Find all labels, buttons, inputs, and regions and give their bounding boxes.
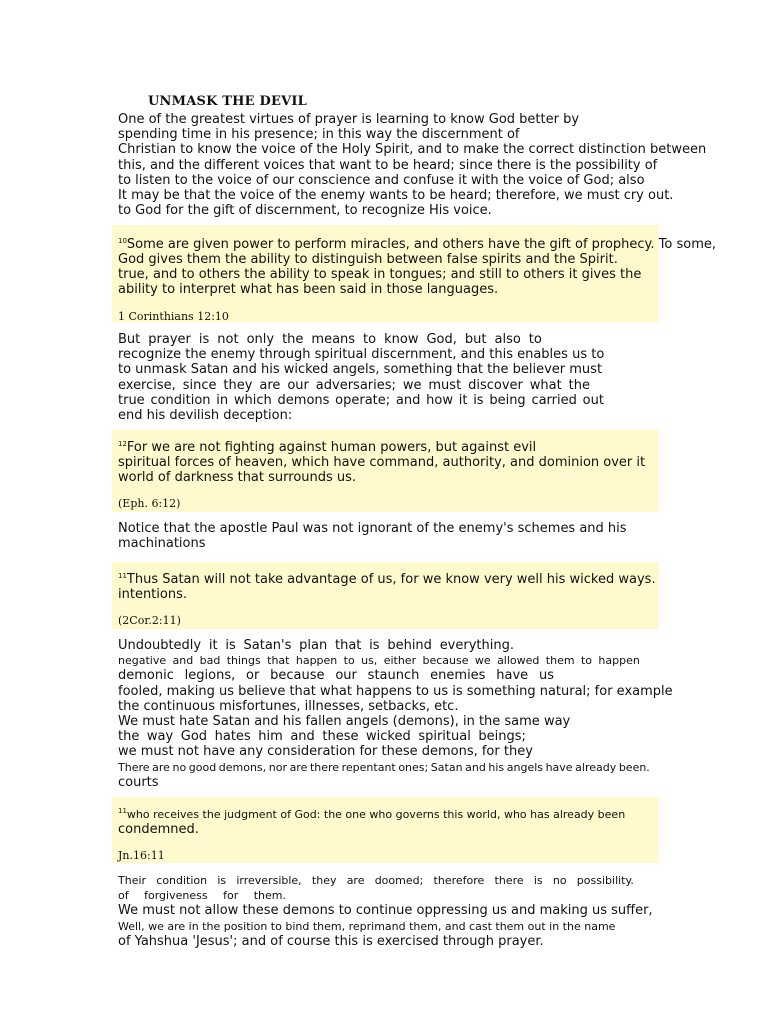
word: already <box>575 760 617 774</box>
word: But <box>118 332 141 347</box>
word: irreversible, <box>236 874 302 887</box>
word: God <box>180 729 208 745</box>
word: is <box>225 638 236 653</box>
word: that <box>267 654 290 668</box>
word: negative <box>118 654 167 668</box>
word: no <box>552 874 567 887</box>
text-line <box>118 760 650 775</box>
word: it <box>458 392 468 408</box>
word: nor <box>268 760 287 774</box>
word: of <box>118 889 129 903</box>
word: for <box>223 889 239 903</box>
word: demons <box>277 392 330 408</box>
text-line <box>118 729 526 744</box>
quote-text: $^{11}$Thus Satan will not take advantage of us, for we know very well his wicked ways. intentions. <box>118 572 656 602</box>
text-line <box>118 888 286 903</box>
word: and <box>465 760 486 774</box>
text-line: to God for the gift of discernment, to recognize His voice. <box>118 203 492 219</box>
text-line: this, and the different voices that want to be heard; since there is the possibility of <box>118 157 658 173</box>
text-line <box>118 378 590 393</box>
text-line <box>118 668 554 683</box>
word: forgiveness <box>144 889 208 903</box>
word: which <box>233 392 272 408</box>
text-line: of Yahshua 'Jesus'; and of course this is exercised through prayer. <box>118 933 544 949</box>
word: and <box>172 654 194 668</box>
word: carried <box>531 392 577 408</box>
word: since <box>182 377 217 393</box>
word: is <box>217 874 227 887</box>
word: not <box>217 332 239 347</box>
word: us, <box>361 654 378 668</box>
word: bad <box>199 654 221 668</box>
text-line: to listen to the voice of our conscience and confuse it with the voice of God; also <box>118 172 645 188</box>
scripture-quote <box>112 797 659 863</box>
word: are <box>289 760 308 774</box>
word: the <box>118 729 140 745</box>
word: is <box>198 332 210 347</box>
text-line: we must not have any consideration for these demons, for they <box>118 744 533 760</box>
text-line: spending time in his presence; in this way the discernment of <box>118 127 520 143</box>
word: being <box>489 392 526 408</box>
word: to <box>528 332 542 347</box>
word: been. <box>618 760 650 774</box>
word: are <box>152 760 170 774</box>
text-line: We must not allow these demons to continue oppressing us and making us suffer, <box>118 903 653 919</box>
word: everything. <box>439 638 514 653</box>
text-line <box>118 638 514 653</box>
word: therefore <box>433 874 485 887</box>
text-line: We must hate Satan and his fallen angels (demons), in the same way <box>118 714 571 730</box>
text-line: to unmask Satan and his wicked angels, something that the believer must <box>118 362 603 378</box>
word: legions, <box>184 668 236 684</box>
word: true <box>118 392 145 408</box>
word: what <box>529 377 562 393</box>
word: There <box>118 760 150 774</box>
word: Satan's <box>243 638 292 653</box>
word: his <box>488 760 505 774</box>
word: angels <box>506 760 543 774</box>
word: is <box>473 392 484 408</box>
word: out <box>582 392 604 408</box>
text-line: It may be that the voice of the enemy wants to be heard; therefore, we must cry out. <box>118 188 674 204</box>
word: them <box>545 654 575 668</box>
word: also <box>494 332 521 347</box>
word: plan <box>299 638 328 653</box>
word: condition <box>156 874 208 887</box>
word: and <box>395 392 421 408</box>
text-line: machinations <box>118 536 206 552</box>
text-line <box>118 332 542 347</box>
word: Satan <box>430 760 463 774</box>
word: no <box>172 760 187 774</box>
word: how <box>426 392 453 408</box>
text-line: Notice that the apostle Paul was not ignorant of the enemy's schemes and his <box>118 521 627 536</box>
text-line: Christian to know the voice of the Holy Spirit, and to make the correct distinction between <box>118 142 707 158</box>
verse-number: 12 <box>118 440 127 448</box>
word: beings; <box>478 729 526 745</box>
word: or <box>246 668 260 684</box>
word: but <box>464 332 487 347</box>
word: wicked <box>366 729 411 745</box>
word: way <box>146 729 174 745</box>
word: must <box>428 377 462 393</box>
word: in <box>216 392 229 408</box>
text-line <box>118 653 640 668</box>
word: it <box>208 638 218 653</box>
text-line: Well, we are in the position to bind them, reprimand them, and cast them out in the name <box>118 919 616 933</box>
quote-text: $^{12}$For we are not fighting against human powers, but against evil spiritual forces of heaven, which have command, authority, and dominion over it world of darkness that surrounds us. <box>118 440 646 485</box>
word: them. <box>253 889 286 903</box>
word: only <box>246 332 275 347</box>
text-line: courts <box>118 774 159 790</box>
word: Undoubtedly <box>118 638 202 653</box>
word: these <box>322 729 359 745</box>
text-line: the continuous misfortunes, illnesses, setbacks, etc. <box>118 698 459 714</box>
word: enemies <box>430 668 486 684</box>
verse-number: 10 <box>118 237 127 245</box>
word: to <box>343 654 355 668</box>
word: to <box>580 654 593 668</box>
word: there <box>309 760 340 774</box>
scripture-reference: 1 Corinthians 12:10 <box>118 310 229 323</box>
text-line <box>118 393 604 408</box>
word: there <box>494 874 524 887</box>
scripture-quote <box>112 430 659 512</box>
quote-text: $^{11}$who receives the judgment of God: the one who governs this world, who has already been condemned. <box>118 807 626 837</box>
word: the <box>282 332 304 347</box>
word: him <box>258 729 283 745</box>
word: demonic <box>118 668 174 684</box>
word: staunch <box>367 668 420 684</box>
word: good <box>188 760 217 774</box>
word: is <box>533 874 543 887</box>
word: because <box>422 654 469 668</box>
text-line: end his devilish deception: <box>118 408 293 424</box>
scripture-reference: (2Cor.2:11) <box>118 614 181 627</box>
text-line: One of the greatest virtues of prayer is learning to know God better by <box>118 112 580 127</box>
word: allowed <box>497 654 540 668</box>
verse-number: 11 <box>118 807 127 815</box>
word: ones; <box>398 760 429 774</box>
word: either <box>383 654 417 668</box>
paragraph-intro <box>118 112 707 219</box>
word: discover <box>468 377 523 393</box>
word: the <box>568 377 590 393</box>
word: and <box>290 729 315 745</box>
word: are <box>259 377 281 393</box>
word: are <box>346 874 365 887</box>
word: things <box>226 654 261 668</box>
word: condition <box>150 392 211 408</box>
word: have <box>496 668 529 684</box>
scripture-reference: (Eph. 6:12) <box>118 497 181 510</box>
word: that <box>335 638 362 653</box>
word: prayer <box>148 332 191 347</box>
word: we <box>474 654 491 668</box>
word: doomed; <box>374 874 424 887</box>
word: adversaries; <box>315 377 396 393</box>
word: hates <box>214 729 251 745</box>
paragraph-discernment <box>118 332 618 423</box>
word: happen <box>598 654 640 668</box>
paragraph-satans-plan <box>118 638 673 790</box>
word: know <box>384 332 419 347</box>
word: our <box>287 377 309 393</box>
text-line <box>118 873 634 888</box>
word: they <box>223 377 253 393</box>
quote-text: $^{10}$Some are given power to perform miracles, and others have the gift of prophecy. To some, God gives them the ability to distinguish between false spirits and the Spirit. true, and to others the ability to speak in tongues; and still to others it gives the ability to interpret what has been said in those languages. <box>118 237 716 297</box>
word: is <box>369 638 380 653</box>
word: our <box>335 668 357 684</box>
word: have <box>545 760 573 774</box>
page-title: UNMASK THE DEVIL <box>148 94 307 109</box>
verse-number: 11 <box>118 572 127 580</box>
word: we <box>402 377 422 393</box>
scripture-reference: Jn.16:11 <box>118 849 165 862</box>
word: God, <box>426 332 457 347</box>
text-line: recognize the enemy through spiritual discernment, and this enables us to <box>118 347 605 363</box>
word: because <box>270 668 325 684</box>
word: exercise, <box>118 377 176 393</box>
paragraph-conclusion <box>118 873 658 949</box>
word: possibility. <box>576 874 634 887</box>
word: they <box>311 874 337 887</box>
word: us <box>538 668 554 684</box>
word: happen <box>295 654 338 668</box>
text-line: fooled, making us believe that what happens to us is something natural; for example <box>118 683 673 699</box>
word: repentant <box>341 760 396 774</box>
word: behind <box>387 638 432 653</box>
word: demons, <box>218 760 267 774</box>
word: means <box>311 332 356 347</box>
word: to <box>363 332 377 347</box>
word: Their <box>118 874 147 887</box>
paragraph-paul <box>118 521 638 551</box>
word: spiritual <box>418 729 471 745</box>
scripture-quote <box>112 225 716 323</box>
scripture-quote <box>112 562 659 629</box>
word: operate; <box>335 392 391 408</box>
